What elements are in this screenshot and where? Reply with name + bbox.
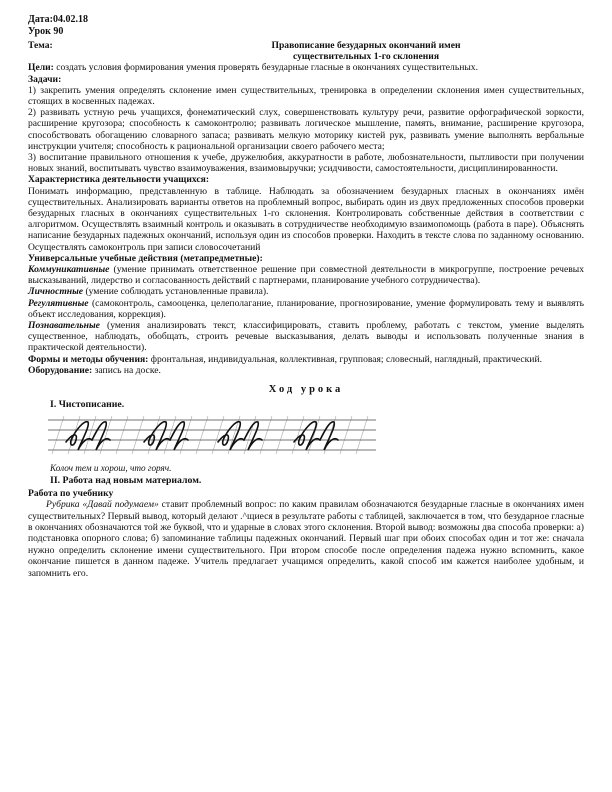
task-2: 2) развивать устную речь учащихся, фонематический слух, совершенствовать культуру речи, развитие орфографической зоркости, расширение кругозора; способность к самоконтролю; развивать логическое мышление, память, внимание, расширение кругозора, способствовать обогащению словарного запаса; развивать мелкую моторику кистей рук, развивать умение выполнять вербальные инструкции учителя; способность к рациональной организации своего рабочего места; [28, 107, 584, 152]
lesson-plan-page [28, 14, 584, 579]
lesson-progress-title: Ход урока [268, 384, 344, 396]
personal-text: (умение соблюдать установленные правила). [83, 286, 269, 298]
equipment-label: Оборудование: [28, 364, 93, 376]
equipment-text: запись на доске. [92, 364, 161, 376]
activity-text: Понимать информацию, представленную в таблице. Наблюдать за обозначением безударных гласных в окончаниях имён существительных. Анализировать варианты ответов на проблемный вопрос, выбирать один из двух предложенных способов проверки безударных гласных в окончаниях существительных 1-го склонения. Контролировать собственные действия в соответствии с алгоритмом. Осуществлять взаимный контроль и оказывать в сотрудничестве необходимую взаимопомощь (работа в паре). Объяснять написание безударных падежных окончаний, используя один из способов проверки. Находить в тексте слова по заданному основанию. Осуществлять самоконтроль при записи словосочетаний [28, 185, 584, 253]
forms-paragraph [28, 354, 584, 365]
cognitive-text: (умения анализировать текст, классифицировать, ставить проблему, работать с текстом, умение выделять существенное, наблюдать, обобщать, строить речевые высказывания, делать выводы и использовать полученные знания в практической деятельности). [28, 320, 584, 354]
topic-row [28, 40, 584, 63]
activity-label: Характеристика деятельности учащихся: [28, 174, 210, 186]
communicative-label: Коммуникативные [28, 264, 110, 276]
section-2-paragraph [28, 499, 584, 579]
lesson-number-line [28, 26, 584, 38]
forms-text: фронтальная, индивидуальная, коллективная, групповая; словесный, наглядный, практический. [148, 353, 542, 365]
communicative-text: (умение принимать ответственное решение при совместной деятельности в микрогруппе, построение речевых высказываний, лидерство и согласованность действий с партнерами, планирование учебного сотрудничества). [28, 264, 584, 287]
equipment-paragraph [28, 365, 584, 376]
task-3: 3) воспитание правильного отношения к учебе, дружелюбия, аккуратности в работе, любознательности, пытливости при получении новых знаний, воспитывать чувство взаимоуважения, взаимовыручки; усидчивости, самостоятельности, дисциплинированности. [28, 152, 584, 175]
lesson-number-text: Урок 90 [28, 25, 64, 37]
task-1: 1) закрепить умения определять склонение имен существительных, тренировка в определении склонения имен существительных, стоящих в косвенных падежах. [28, 84, 584, 108]
date-line [28, 14, 584, 26]
handwriting-caption: Колоч тем и хорош, что горяч. [50, 463, 172, 474]
section-1-title: I. Чистописание. [50, 399, 125, 411]
goals-paragraph [28, 62, 584, 73]
date-text: Дата:04.02.18 [28, 14, 88, 25]
forms-label: Формы и методы обучения: [28, 353, 149, 365]
goals-text: создать условия формирования умения проверять безударные гласные в окончаниях существительных. [53, 62, 478, 74]
topic-title-line-2: существительных 1-го склонения [292, 51, 440, 62]
tasks-label: Задачи: [28, 73, 62, 85]
uud-personal [28, 286, 584, 297]
textbook-work-label: Работа по учебнику [28, 488, 114, 500]
rubric-label: Рубрика «Давай подумаем» [46, 499, 159, 511]
uud-label: Универсальные учебные действия (метапредметные): [28, 252, 263, 264]
topic-title-line-1: Правописание безударных окончаний имен [271, 39, 461, 51]
uud-communicative [28, 264, 584, 286]
handwriting-sample-image [48, 414, 376, 456]
topic-label: Тема: [28, 39, 53, 51]
regulative-text: (самоконтроль, самооценка, целеполагание, планирование, прогнозирование, умение формулировать тему и выявлять объект исследования, коррекция). [28, 297, 584, 320]
uud-cognitive [28, 320, 584, 354]
regulative-label: Регулятивные [28, 297, 89, 309]
uud-regulative [28, 298, 584, 320]
section-2-text: ставит проблемный вопрос: по каким правилам обозначаются безударные гласные в окончаниях имен существительных? Первый вывод, который делают .^щиеся в результате работы с таблицей, заключается в том, что безударное гласные в окончаниях обозначаются той же буквой, что и ударные в словах этого склонения. Второй вывод: возможны два способа проверки: а) подстановка опорного слова; б) запоминание таблицы падежных окончаний. Первый шаг при обоих способах один и тот же: сначала нужно определить склонение имени существительного. При втором способе после определения падежа нужно вспомнить, какое окончание пишется в данном падеже. Учитель предлагает учащимся определить, какой способ им кажется наиболее удобным, и запомнить его. [28, 499, 584, 579]
goals-label: Цели: [28, 62, 54, 74]
personal-label: Личностные [28, 286, 84, 298]
topic-title [178, 40, 584, 63]
section-2-title: II. Работа над новым материалом. [50, 475, 202, 487]
cognitive-label: Познавательные [28, 320, 100, 332]
